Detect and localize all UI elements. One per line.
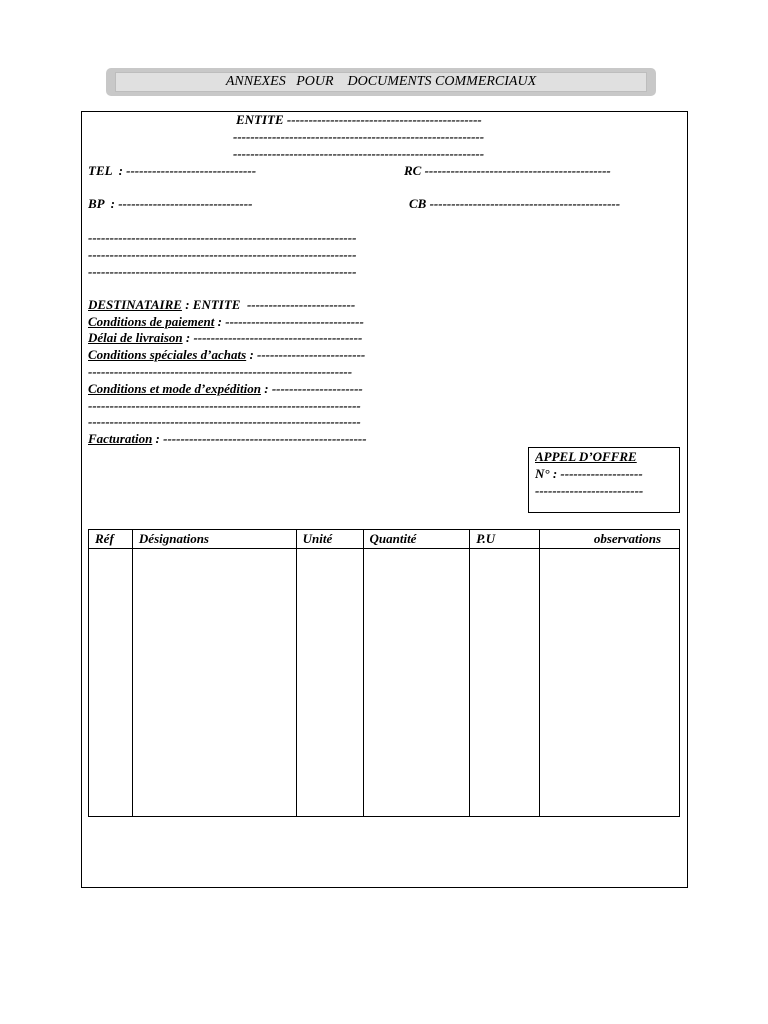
special-conditions-label: Conditions spéciales d’achats — [88, 347, 247, 362]
title-bar — [106, 68, 656, 96]
special-conditions-value: : ------------------------- — [246, 347, 366, 362]
column-header-ref: Réf — [89, 530, 133, 549]
table-cell[interactable] — [540, 549, 680, 817]
destinataire-field — [88, 297, 355, 313]
blank-line: -------------------------------------------------------------- — [88, 230, 357, 245]
bp-field: BP : ------------------------------- — [88, 196, 253, 211]
tender-title: APPEL D’OFFRE — [535, 449, 637, 464]
blank-line: -------------------------------------------------------------- — [88, 264, 357, 279]
delivery-delay-field — [88, 330, 362, 346]
table-cell[interactable] — [132, 549, 296, 817]
column-header-designations: Désignations — [132, 530, 296, 549]
shipping-line-2: --------------------------------------------------------------- — [88, 398, 361, 413]
billing-field — [88, 431, 367, 447]
column-header-observations: observations — [540, 530, 680, 549]
delivery-delay-value: : --------------------------------------- — [182, 330, 363, 345]
destinataire-value: : ENTITE ------------------------- — [181, 297, 356, 312]
tender-number-line-2: ------------------------- — [535, 483, 644, 498]
special-conditions-line-2: ------------------------------------------------------------- — [88, 364, 353, 379]
payment-conditions-label: Conditions de paiement — [88, 314, 215, 329]
column-header-unite: Unité — [296, 530, 363, 549]
items-table — [88, 529, 680, 817]
tender-box — [528, 447, 680, 513]
table-header-row — [89, 530, 680, 549]
shipping-line-3: --------------------------------------------------------------- — [88, 414, 361, 429]
shipping-conditions-label: Conditions et mode d’expédition — [88, 381, 261, 396]
entity-line-3: ---------------------------------------------------------- — [233, 146, 485, 161]
table-cell[interactable] — [89, 549, 133, 817]
billing-value: : ----------------------------------------------- — [152, 431, 367, 446]
shipping-conditions-value: : --------------------- — [260, 381, 363, 396]
special-conditions-field — [88, 347, 365, 363]
payment-conditions-field — [88, 314, 364, 330]
entity-line-2: ---------------------------------------------------------- — [233, 129, 485, 144]
destinataire-label: DESTINATAIRE — [88, 297, 182, 312]
tel-field: TEL : ------------------------------ — [88, 163, 257, 178]
document-title: ANNEXES POUR DOCUMENTS COMMERCIAUX — [115, 72, 647, 92]
table-cell[interactable] — [296, 549, 363, 817]
column-header-quantite: Quantité — [363, 530, 470, 549]
table-row — [89, 549, 680, 817]
blank-line: -------------------------------------------------------------- — [88, 247, 357, 262]
billing-label: Facturation — [88, 431, 153, 446]
tender-number: N° : ------------------- — [535, 466, 643, 481]
shipping-conditions-field — [88, 381, 363, 397]
payment-conditions-value: : -------------------------------- — [214, 314, 364, 329]
table-cell[interactable] — [363, 549, 470, 817]
table-cell[interactable] — [470, 549, 540, 817]
cb-field: CB -------------------------------------------- — [409, 196, 621, 211]
column-header-pu: P.U — [470, 530, 540, 549]
rc-field: RC ------------------------------------------- — [404, 163, 611, 178]
entity-field: ENTITE --------------------------------------------- — [236, 112, 482, 127]
delivery-delay-label: Délai de livraison — [88, 330, 183, 345]
